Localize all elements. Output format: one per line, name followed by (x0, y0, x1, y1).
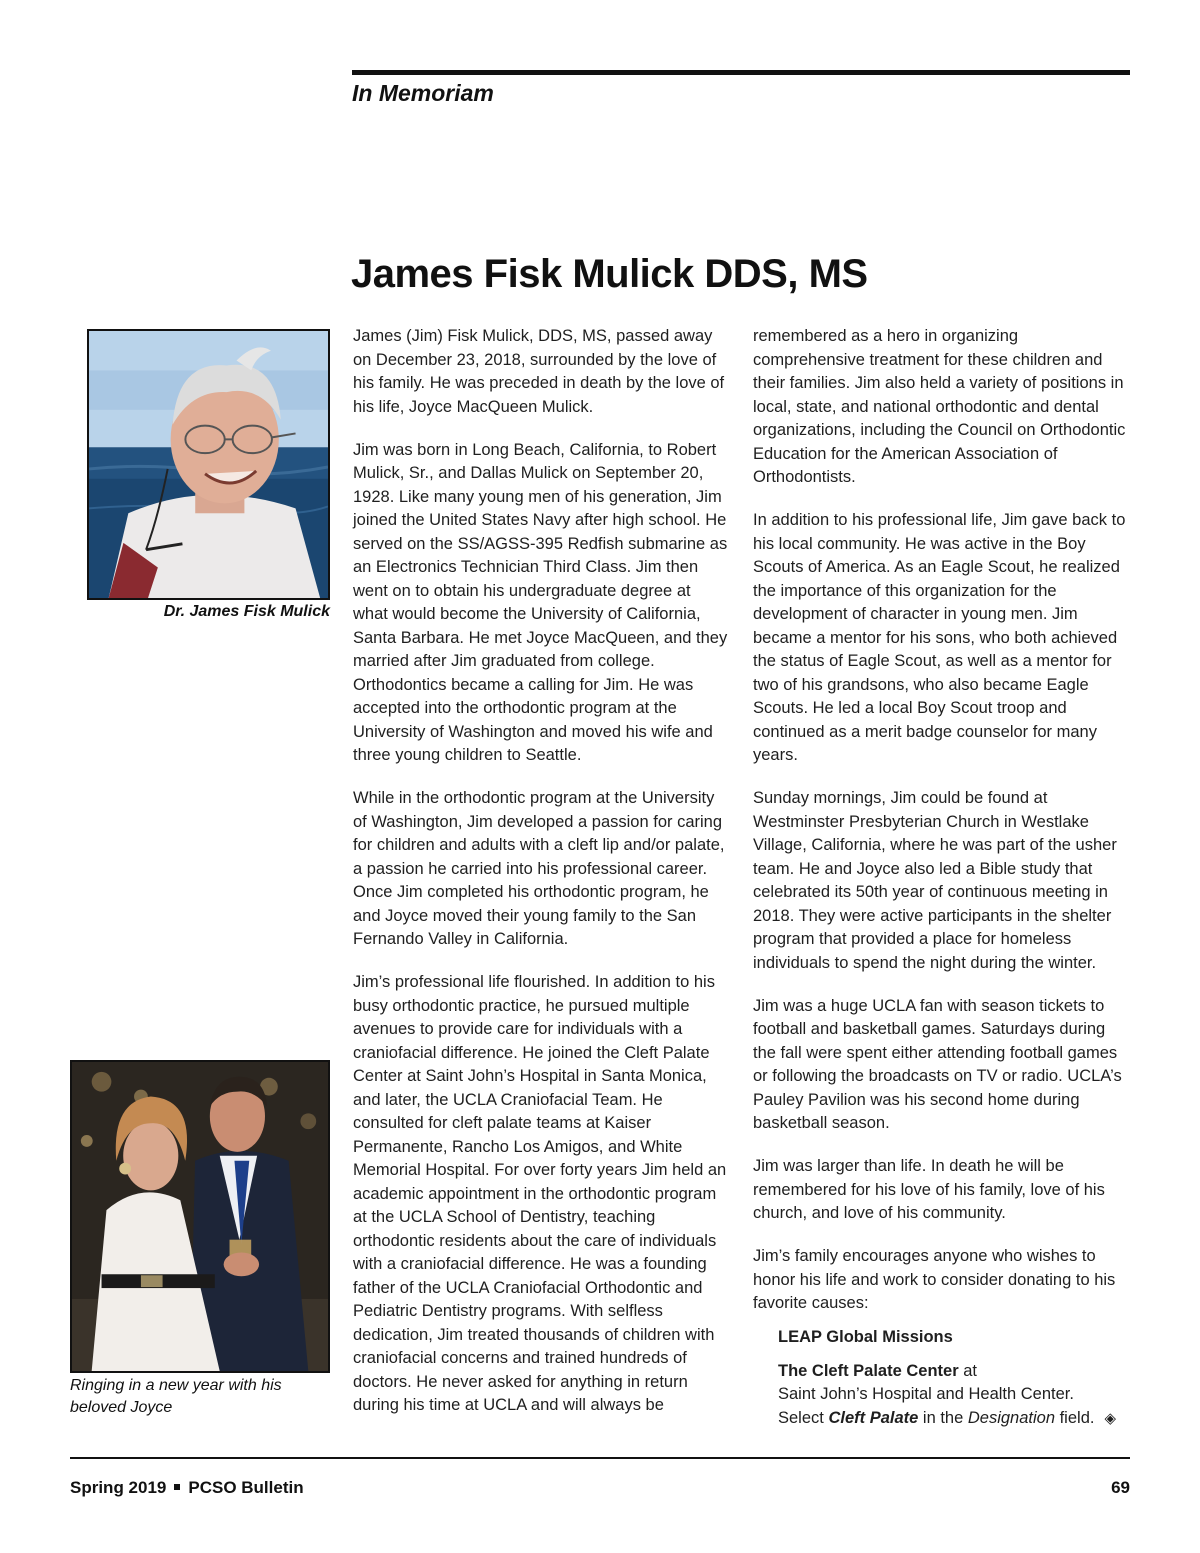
portrait-caption: Dr. James Fisk Mulick (163, 603, 330, 620)
article-title: James Fisk Mulick DDS, MS (351, 252, 868, 296)
in-the: in the (918, 1408, 968, 1427)
paragraph: James (Jim) Fisk Mulick, DDS, MS, passed away on December 23, 2018, surrounded by the love of his family. He was preceded in death by the love of his life, Joyce MacQueen Mulick. (353, 327, 725, 416)
footer-left (70, 1478, 304, 1498)
paragraph: Jim was a huge UCLA fan with season tickets to football and basketball games. Saturdays during the fall were spent either attending football games or following the broadcasts on TV or radio. UCLA’s Pauley Pavilion was his second home during basketball season. (753, 996, 1122, 1132)
designation-word: Designation (967, 1408, 1056, 1427)
paragraph: Sunday mornings, Jim could be found at Westminster Presbyterian Church in Westlake Village, California, where he was part of the usher team. He and Joyce also led a Bible study that celebrated its 50th year of continuous meeting in 2018. They were active participants in the shelter program that provided a place for homeless individuals to spend the night during the winter. (753, 789, 1117, 972)
select-word: Select (778, 1408, 829, 1427)
donation-cleft-name: The Cleft Palate Center (778, 1361, 959, 1380)
separator-square-icon (174, 1484, 180, 1490)
section-label: In Memoriam (352, 80, 494, 106)
donation-item-leap (778, 1326, 1131, 1350)
paragraph: Jim’s professional life flourished. In addition to his busy orthodontic practice, he pursued multiple avenues to provide care for individuals with a craniofacial difference. He joined the Cleft Palate Center at Saint John’s Hospital in Santa Monica, and later, the UCLA Craniofacial Team. He consulted for cleft palate teams at Kaiser Permanente, Rancho Los Amigos, and White Memorial Hospital. For over forty years Jim held an academic appointment in the orthodontic program at the UCLA School of Dentistry, teaching orthodontic residents about the care of individuals with a craniofacial difference. He was a founding father of the UCLA Craniofacial Orthodontic and Pediatric Dentistry programs. With selfless dedication, Jim treated thousands of children with craniofacial concerns and trained hundreds of doctors. He never asked for anything in return during his time at UCLA and will always be (353, 973, 727, 1414)
couple-caption: Ringing in a new year with his beloved Joyce (70, 1377, 282, 1416)
paragraph: Jim’s family encourages anyone who wishes to honor his life and work to consider donating to his favorite causes: (753, 1247, 1116, 1312)
paragraph: Jim was larger than life. In death he will be remembered for his love of his family, love of his church, and love of his community. (753, 1157, 1105, 1222)
paragraph: remembered as a hero in organizing comprehensive treatment for these children and their families. Jim also held a variety of positions in local, state, and national orthodontic and dental organizations, including the Council on Orthodontic Education for the American Association of Orthodontists. (753, 327, 1126, 486)
end-mark-icon: ◈ (1104, 1409, 1116, 1427)
donation-cleft-org: Saint John’s Hospital and Health Center. (778, 1385, 1074, 1403)
donation-instructions (778, 1407, 1131, 1431)
paragraph: Jim was born in Long Beach, California, to Robert Mulick, Sr., and Dallas Mulick on September 20, 1928. Like many young men of his generation, Jim joined the United States Navy after high school. He served on the SS/AGSS-395 Redfish submarine as an Electronics Technician Third Class. Jim then went on to obtain his undergraduate degree at what would become the University of California, Santa Barbara. He met Joyce MacQueen, and they married after Jim graduated from college. Orthodontics became a calling for Jim. He was accepted into the orthodontic program at the University of Washington and moved his wife and three young children to Seattle. (353, 440, 728, 764)
issue-label: Spring 2019 (70, 1478, 167, 1497)
donation-leap: LEAP Global Missions (778, 1328, 953, 1346)
portrait-photo (87, 329, 330, 600)
couple-photo (70, 1060, 330, 1373)
donation-list (778, 1326, 1131, 1430)
article-column-right (753, 325, 1131, 1440)
donation-item-cleft (778, 1360, 1131, 1431)
paragraph: In addition to his professional life, Jim gave back to his local community. He was active in the Boy Scouts of America. As an Eagle Scout, he realized the importance of this organization for the development of character in young men. Jim became a mentor for his sons, who both achieved the status of Eagle Scout, as well as a mentor for two of his grandsons, who also became Eagle Scouts. He led a local Boy Scout troop and continued as a merit badge counselor for many years. (753, 511, 1126, 764)
article-column-middle (353, 325, 729, 1437)
top-rule (352, 70, 1130, 75)
footer-rule (70, 1457, 1130, 1459)
publication-label: PCSO Bulletin (188, 1478, 304, 1497)
donation-cleft-heading (778, 1360, 1131, 1384)
donation-cleft-at: at (958, 1361, 977, 1380)
paragraph: While in the orthodontic program at the University of Washington, Jim developed a passion for caring for children and adults with a cleft lip and/or palate, a passion he carried into his professional career. Once Jim completed his orthodontic program, he and Joyce moved their young family to the San Fernando Valley in California. (353, 789, 725, 948)
select-value: Cleft Palate (828, 1408, 919, 1427)
page-number: 69 (1111, 1478, 1130, 1497)
field-word: field. (1055, 1408, 1095, 1427)
